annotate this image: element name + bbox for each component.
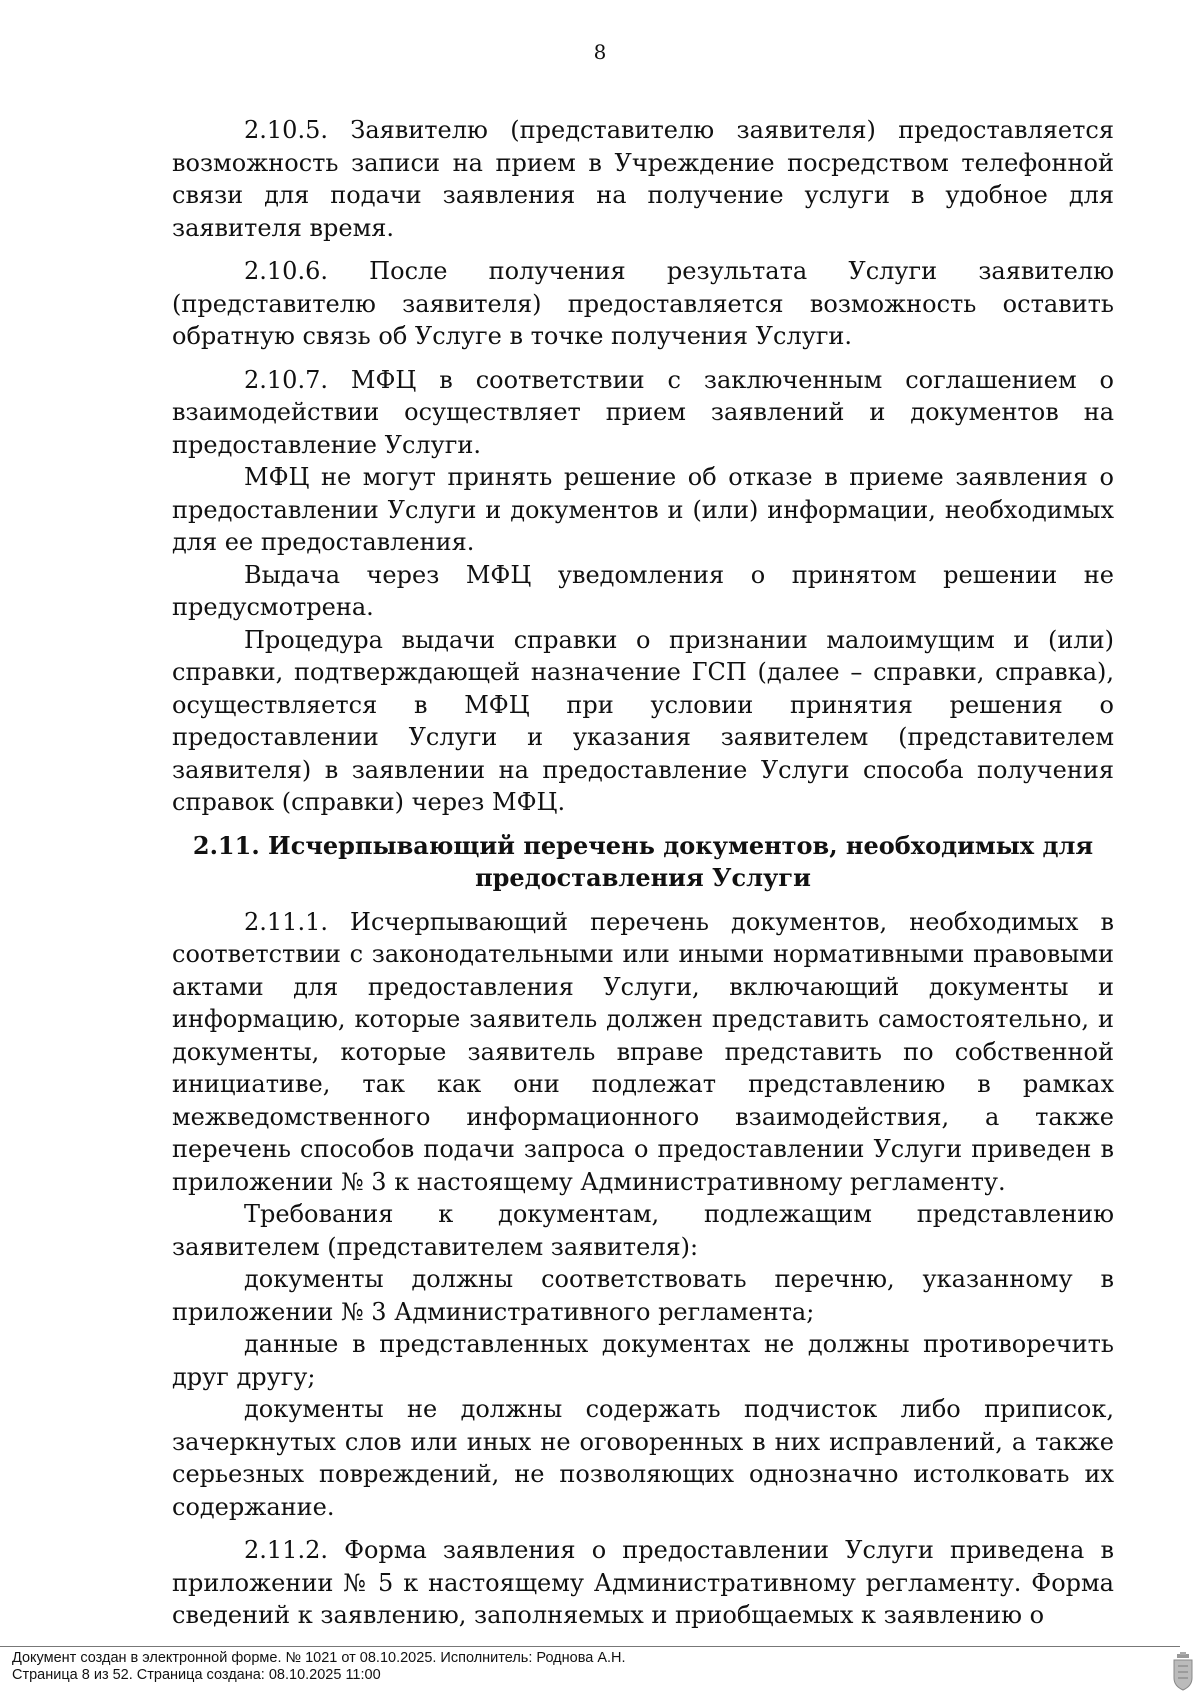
footer-line-1: Документ создан в электронной форме. № 1021 от 08.10.2025. Исполнитель: Роднова А.Н. bbox=[12, 1650, 626, 1666]
footer-line-2: Страница 8 из 52. Страница создана: 08.10.2025 11:00 bbox=[12, 1667, 381, 1683]
section-heading-2-11 bbox=[172, 830, 1114, 895]
paragraph-requirements: Требования к документам, подлежащим представлению заявителем (представителем заявителя): bbox=[172, 1200, 1114, 1261]
coat-of-arms-icon bbox=[1172, 1652, 1194, 1692]
paragraph-2-10-6: 2.10.6. После получения результата Услуги заявителю (представителю заявителя) предоставляется возможность оставить обратную связь об Услуге в точке получения Услуги. bbox=[172, 257, 1114, 350]
paragraph-requirement-2: данные в представленных документах не должны противоречить друг другу; bbox=[172, 1330, 1114, 1391]
paragraph-requirement-1: документы должны соответствовать перечню, указанному в приложении № 3 Административного регламента; bbox=[172, 1265, 1114, 1326]
paragraph-mfc-refusal: МФЦ не могут принять решение об отказе в приеме заявления о предоставлении Услуги и документов и (или) информации, необходимых для ее предоставления. bbox=[172, 463, 1114, 556]
page-number: 8 bbox=[593, 40, 607, 64]
paragraph-2-11-2: 2.11.2. Форма заявления о предоставлении Услуги приведена в приложении № 5 к настоящему Административному регламенту. Форма сведений к заявлению, заполняемых и приобщаемых к заявлению о bbox=[172, 1536, 1114, 1629]
section-heading-line-1: 2.11. Исчерпывающий перечень документов, необходимых для bbox=[192, 830, 1094, 860]
paragraph-certificate-procedure: Процедура выдачи справки о признании малоимущим и (или) справки, подтверждающей назначение ГСП (далее – справки, справка), осуществляется в МФЦ при условии принятия решения о предоставлении Услуги и указания заявителем (представителем заявителя) в заявлении на предоставление Услуги способа получения справок (справки) через МФЦ. bbox=[172, 625, 1114, 816]
paragraph-2-11-1: 2.11.1. Исчерпывающий перечень документов, необходимых в соответствии с законодательными или иными нормативными правовыми актами для предоставления Услуги, включающий документы и информацию, которые заявитель должен представить самостоятельно, и документы, которые заявитель вправе представить по собственной инициативе, так как они подлежат представлению в рамках межведомственного информационного взаимодействия, а также перечень способов подачи запроса о предоставлении Услуги приведен в приложении № 3 к настоящему Административному регламенту. bbox=[172, 907, 1114, 1196]
document-body bbox=[172, 114, 1114, 1632]
paragraph-requirement-3: документы не должны содержать подчисток либо приписок, зачеркнутых слов или иных не оговоренных в них исправлений, а также серьезных повреждений, не позволяющих однозначно истолковать их содержание. bbox=[172, 1395, 1114, 1521]
section-heading-line-2: предоставления Услуги bbox=[475, 863, 811, 892]
paragraph-mfc-notice: Выдача через МФЦ уведомления о принятом решении не предусмотрена. bbox=[172, 560, 1114, 621]
paragraph-2-10-7: 2.10.7. МФЦ в соответствии с заключенным соглашением о взаимодействии осуществляет прием заявлений и документов на предоставление Услуги. bbox=[172, 365, 1114, 459]
document-footer bbox=[12, 1650, 626, 1684]
footer-divider bbox=[0, 1646, 1180, 1647]
paragraph-2-10-5: 2.10.5. Заявителю (представителю заявителя) предоставляется возможность записи на прием в Учреждение посредством телефонной связи для подачи заявления на получение услуги в удобное для заявителя время. bbox=[172, 116, 1114, 242]
